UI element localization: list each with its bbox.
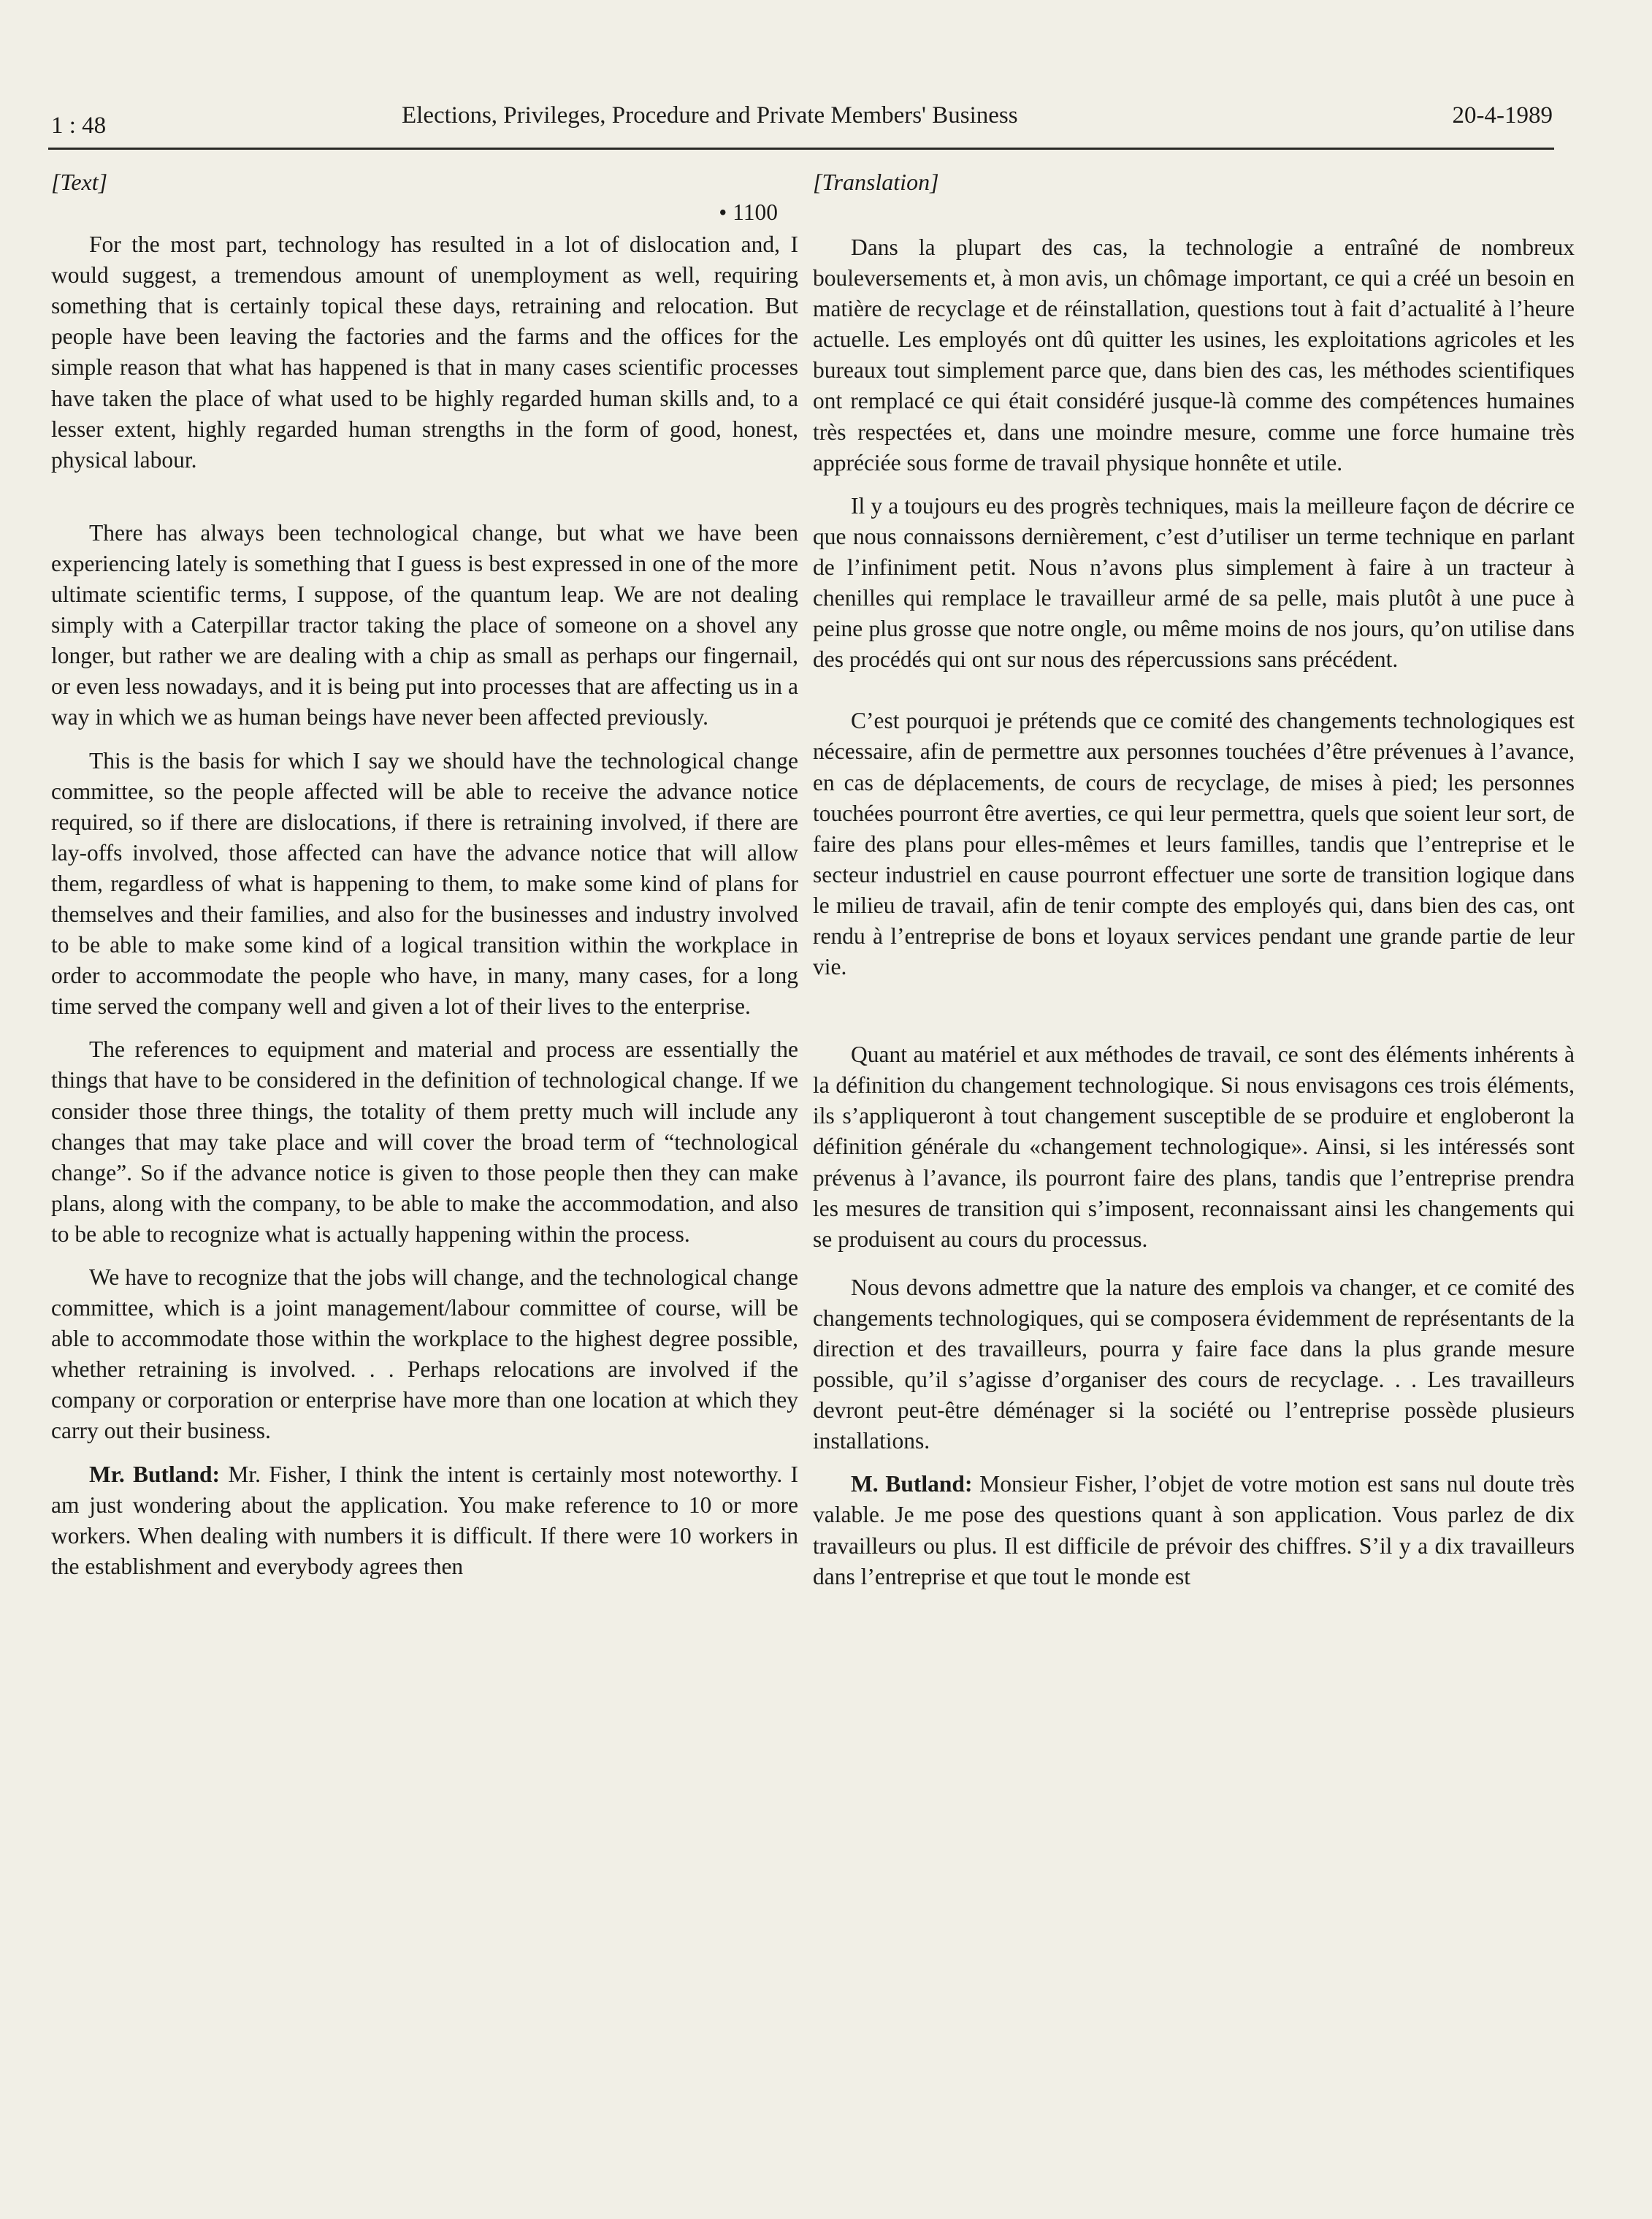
paragraph: Il y a toujours eu des progrès techniques, mais la meilleure façon de décrire ce que nous connaissons dernièrement, c’est d’utiliser un terme technique en parlant de l’infiniment petit. Nous n’avons plus simplement à faire à un tracteur à chenilles qui remplace le travailleur armé de sa pelle, mais plutôt à une puce à peine plus grosse que notre ongle, ou même moins de nos jours, qu’on utilise dans des procédés qui ont sur nous des répercussions sans précédent. — [813, 492, 1575, 673]
speaker-name: M. Butland: — [851, 1471, 973, 1497]
speaker-paragraph — [51, 1459, 798, 1582]
paragraph: C’est pourquoi je prétends que ce comité des changements technologiques est nécessaire, afin de permettre aux personnes touchées d’être prévenues à l’avance, en cas de déplacements, de cours de recyclage, de mises à pied; les personnes touchées pourront être averties, ce qui leur permettra, quels que soient leur sort, de faire des plans pour elles-mêmes et leurs familles, tandis que l’entreprise et le secteur industriel en cause pourront effectuer une sorte de transition logique dans le milieu de travail, afin de tenir compte des employés qui, dans bien des cas, ont rendu à l’entreprise de bons et loyaux services pendant une grande partie de leur vie. — [813, 708, 1575, 980]
page-date: 20-4-1989 — [1452, 102, 1553, 129]
page-header-title: Elections, Privileges, Procedure and Private Members' Business — [402, 102, 1018, 129]
paragraph: We have to recognize that the jobs will change, and the technological change committee, which is a joint management/labour committee of course, will be able to accommodate those within the workplace to the highest degree possible, whether retraining is involved. . . Perhaps relocations are involved if the company or corporation or enterprise have more than one location at which they carry out their business. — [51, 1264, 798, 1444]
header-rule — [48, 148, 1554, 150]
page-number: 1 : 48 — [51, 112, 107, 139]
paragraph: Nous devons admettre que la nature des emplois va changer, et ce comité des changements technologiques, qui se composera évidemment de représentants de la direction et des travailleurs, pourra y faire face dans la plus grande mesure possible, qu’il s’agisse d’organiser des cours de recyclage. . . Les travailleurs devront peut-être déménager si la société ou l’entreprise possède plusieurs installations. — [813, 1274, 1575, 1454]
page-header — [51, 96, 1553, 148]
speaker-text: Mr. Fisher, I think the intent is certainly most noteworthy. I am just wondering about the application. You make reference to 10 or more workers. When dealing with numbers it is difficult. If there were 10 workers in the establishment and everybody agrees then — [51, 1461, 799, 1579]
speaker-paragraph — [813, 1469, 1575, 1592]
translation-tag: [Translation] — [813, 169, 939, 195]
paragraph: Quant au matériel et aux méthodes de travail, ce sont des éléments inhérents à la définition du changement technologique. Si nous envisagons ces trois éléments, ils s’appliqueront à tout changement susceptible de se produire et engloberont la définition générale du «changement technologique». Ainsi, si les intéressés sont prévenus à l’avance, ils pourront faire des plans, tandis que l’entreprise prendra les mesures de transition qui s’imposent, reconnaissant ainsi les changements qui se produisent au cours du processus. — [813, 1042, 1575, 1252]
speaker-name: Mr. Butland: — [89, 1461, 221, 1487]
text-tag: [Text] — [51, 169, 108, 195]
english-column — [51, 167, 798, 1594]
paragraph: For the most part, technology has resulted in a lot of dislocation and, I would suggest, a tremendous amount of unemployment as well, requiring something that is certainly topical these days, retraining and relocation. But people have been leaving the factories and the farms and the offices for the simple reason that what has happened is that in many cases scientific processes have taken the place of what used to be highly regarded human skills and, to a lesser extent, highly regarded human strengths in the form of good, honest, physical labour. — [51, 232, 798, 473]
speaker-text: Monsieur Fisher, l’objet de votre motion est sans nul doute très valable. Je me pose des questions quant à son application. Vous parlez de dix travailleurs ou plus. Il est difficile de prévoir des chiffres. S’il y a dix travailleurs dans l’entreprise et que tout le monde est — [813, 1471, 1575, 1589]
paragraph: The references to equipment and material and process are essentially the things that have to be considered in the definition of technological change. If we consider those three things, the totality of them pretty much will include any changes that may take place and will cover the broad term of “technological change”. So if the advance notice is given to those people then they can make plans, along with the company, to be able to make the accommodation, and also to be able to recognize what is actually happening within the process. — [51, 1036, 798, 1247]
time-marker: • 1100 — [719, 199, 778, 225]
paragraph: There has always been technological change, but what we have been experiencing lately is something that I guess is best expressed in one of the more ultimate scientific terms, I suppose, of the quantum leap. We are not dealing simply with a Caterpillar tractor taking the place of someone on a shovel any longer, but rather we are dealing with a chip as small as perhaps our fingernail, or even less nowadays, and it is being put into processes that are affecting us in a way in which we as human beings have never been affected previously. — [51, 519, 798, 730]
paragraph: Dans la plupart des cas, la technologie a entraîné de nombreux bouleversements et, à mon avis, un chômage important, ce qui a créé un besoin en matière de recyclage et de réinstallation, questions tout à fait d’actualité à l’heure actuelle. Les employés ont dû quitter les usines, les exploitations agricoles et les bureaux tout simplement parce que, dans bien des cas, les méthodes scientifiques ont remplacé ce qui était considéré jusque-là comme des compétences humaines très respectées et, dans une moindre mesure, comme une force humaine très appréciée sous forme de travail physique honnête et utile. — [813, 234, 1575, 476]
french-column — [813, 167, 1575, 1605]
paragraph: This is the basis for which I say we should have the technological change committee, so the people affected will be able to receive the advance notice required, so if there are dislocations, if there is retraining involved, if there are lay-offs involved, those affected can have the advance notice that will allow them, regardless of what is happening to them, to make some kind of plans for themselves and their families, and also for the businesses and industry involved to be able to make some kind of a logical transition within the workplace in order to accommodate the people who have, in many, many cases, for a long time served the company well and given a lot of their lives to the enterprise. — [51, 747, 798, 1020]
